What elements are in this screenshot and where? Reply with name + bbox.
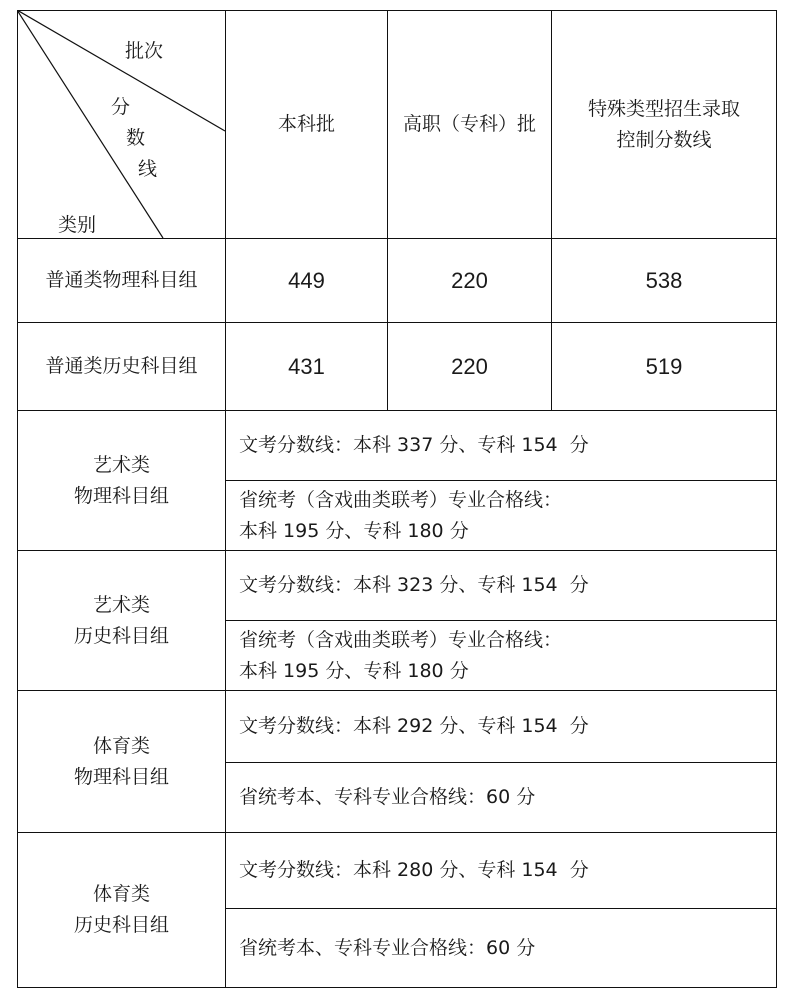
art-history-culture-line: 文考分数线：本科 323 分、专科 154 分 [239,574,589,596]
art-history-professional-line: 省统考（含戏曲类联考）专业合格线： 本科 195 分、专科 180 分 [239,628,563,682]
score-vocational-physics: 220 [451,268,488,293]
table-border-right [776,10,777,988]
score-undergraduate-history: 431 [288,354,325,379]
corner-category-label: 类别 [58,214,97,236]
row-category-art-physics: 艺术类 物理科目组 [73,453,169,507]
row-category-sports-history: 体育类 历史科目组 [73,883,169,936]
table-border-bottom [17,987,777,988]
row-category-physics: 普通类物理科目组 [45,269,198,291]
sports-physics-professional-line: 省统考本、专科专业合格线：60 分 [239,786,536,808]
sports-physics-culture-line: 文考分数线：本科 292 分、专科 154 分 [239,715,589,737]
art-physics-culture-line: 文考分数线：本科 337 分、专科 154 分 [239,434,589,456]
corner-score-label-1: 分 [111,96,131,118]
art-physics-professional-line: 省统考（含戏曲类联考）专业合格线： 本科 195 分、专科 180 分 [239,488,563,542]
score-special-history: 519 [645,354,683,379]
row-category-sports-physics: 体育类 物理科目组 [73,734,169,788]
corner-score-label-2: 数 [126,127,146,149]
column-header-special-admission: 特殊类型招生录取 控制分数线 [587,97,740,151]
sports-history-culture-line: 文考分数线：本科 280 分、专科 154 分 [239,859,589,881]
corner-batch-label: 批次 [125,40,164,62]
header-diagonal-lines [17,10,226,239]
sports-history-professional-line: 省统考本、专科专业合格线：60 分 [239,936,536,959]
column-header-undergraduate: 本科批 [277,113,335,135]
score-undergraduate-physics: 449 [288,268,325,293]
corner-score-label-3: 线 [138,158,158,180]
row-category-history: 普通类历史科目组 [45,355,198,377]
score-line-table [17,10,777,988]
score-vocational-history: 220 [451,354,488,379]
score-special-physics: 538 [645,268,683,293]
row-category-art-history: 艺术类 历史科目组 [73,593,169,647]
column-header-vocational: 高职（专科）批 [402,113,536,135]
